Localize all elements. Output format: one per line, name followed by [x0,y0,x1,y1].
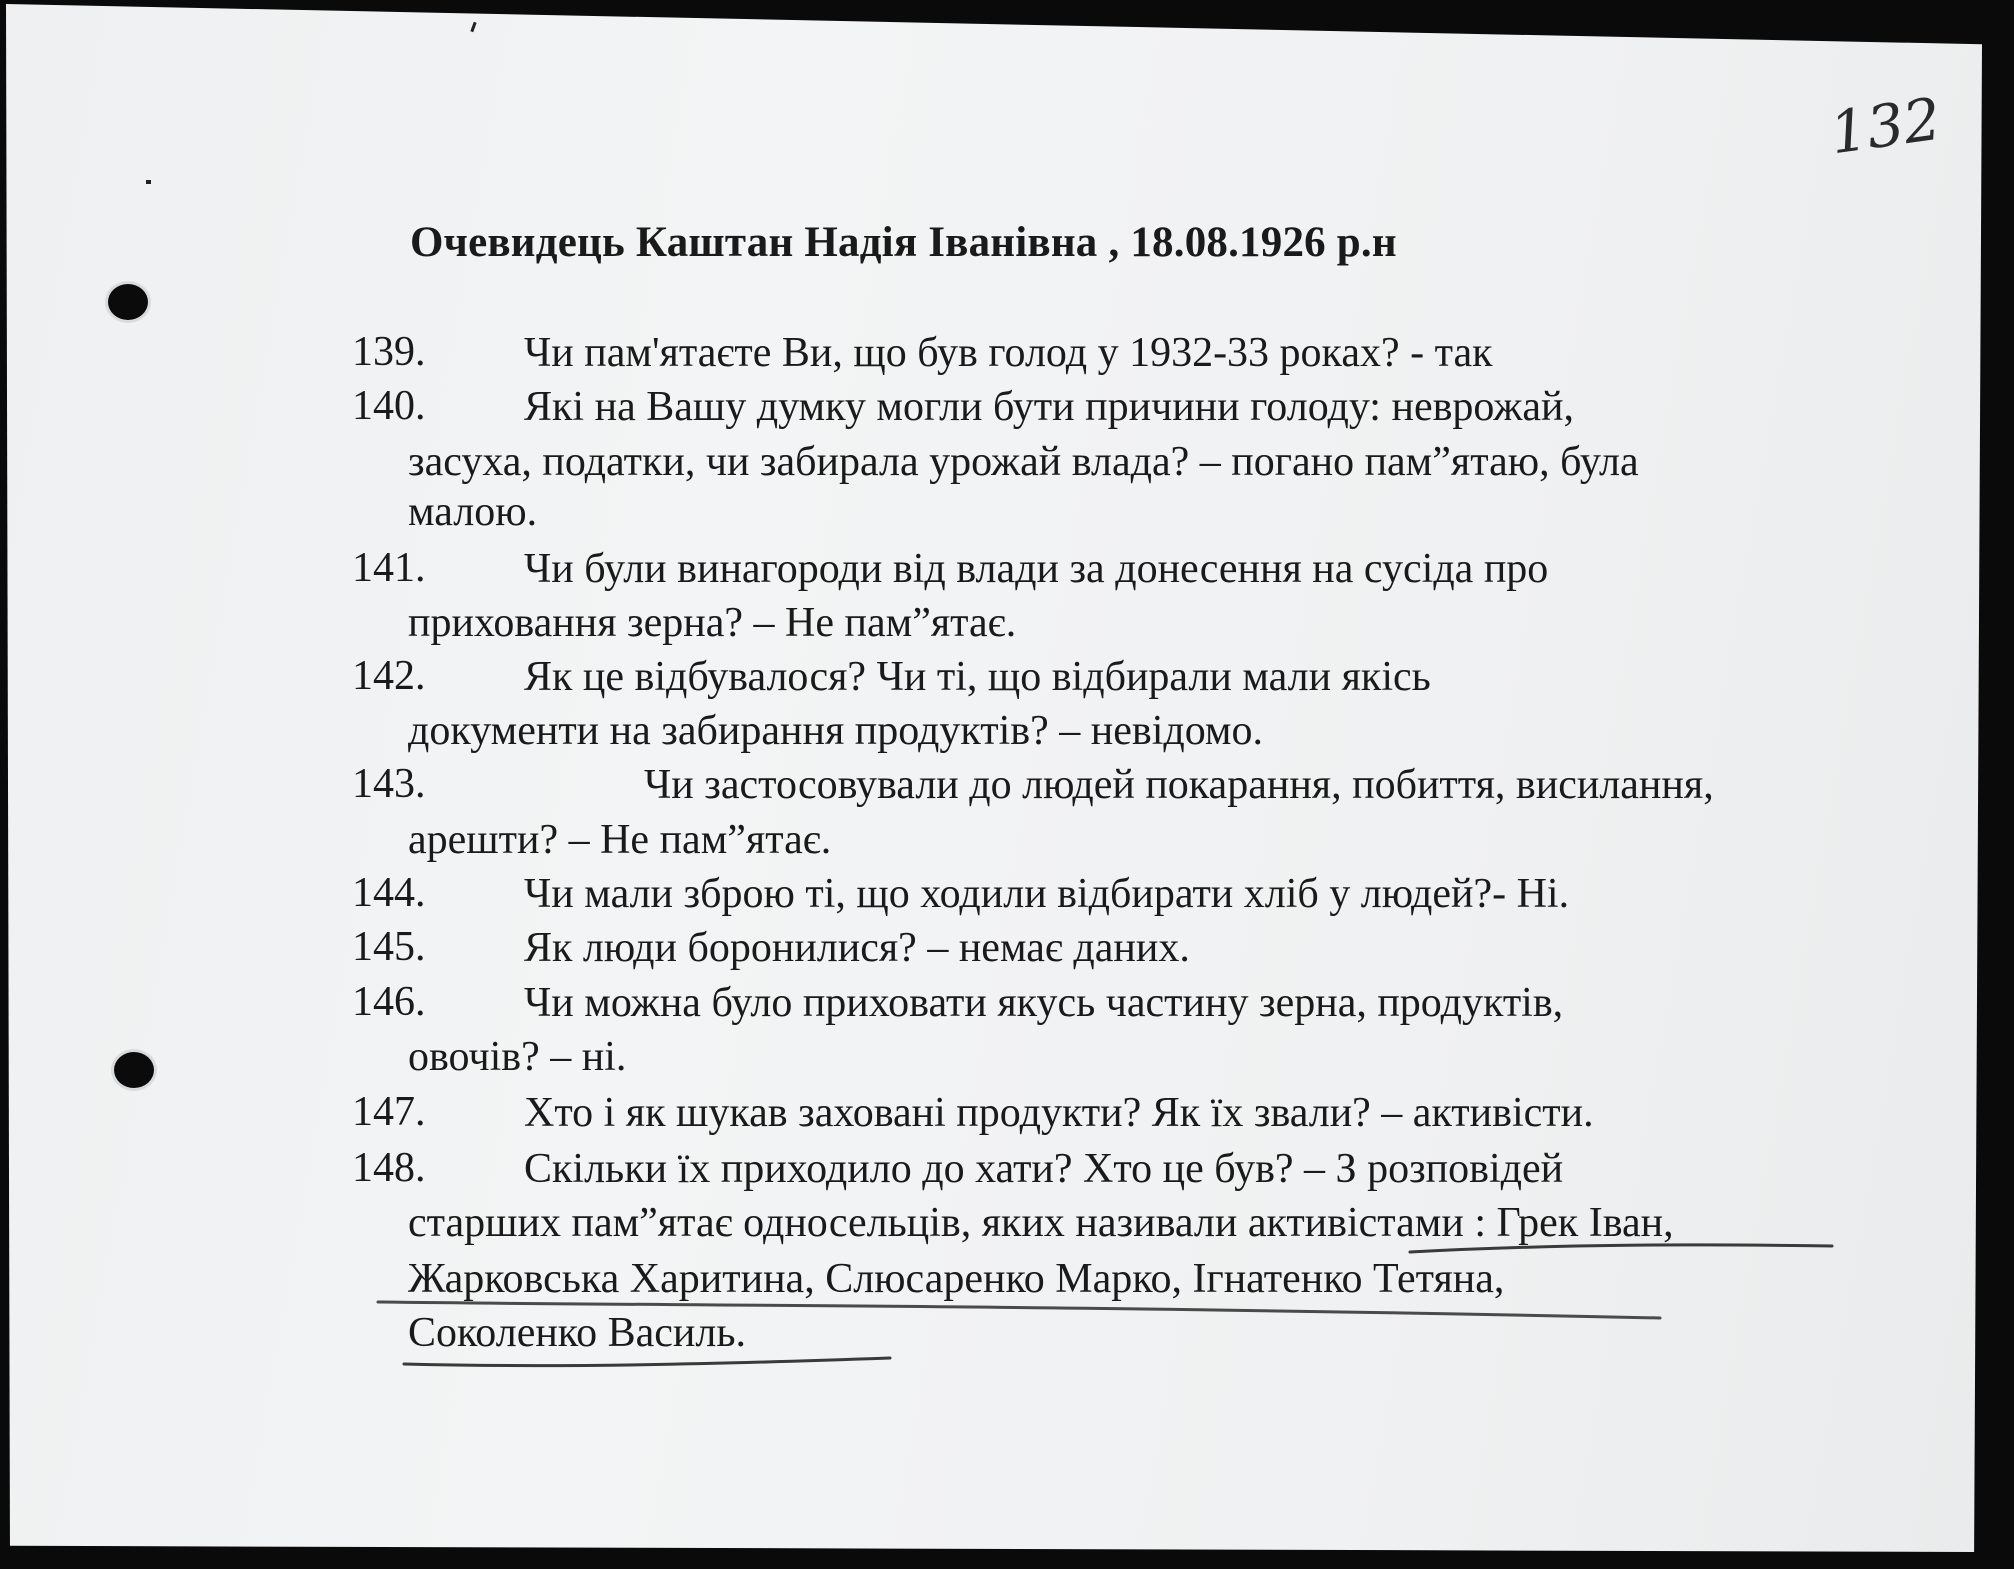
question-number: 142. [352,653,426,699]
question-number: 145. [352,924,426,970]
question-number: 146. [352,979,426,1025]
question-number: 141. [352,545,426,591]
question-text: Чи застосовували до людей покарання, побиття, висилання, [644,762,1714,808]
question-text: документи на забирання продуктів? – невідомо. [408,708,1264,754]
question-number: 139. [352,329,426,375]
question-text: Соколенко Василь. [408,1310,746,1356]
question-text: арешти? – Не пам”ятає. [408,817,832,863]
question-text: старших пам”ятає односельців, яких називали активістами : Грек Іван, [408,1200,1674,1246]
question-text: приховання зерна? – Не пам”ятає. [408,600,1017,646]
question-text: Чи мали зброю ті, що ходили відбирати хліб у людей?- Ні. [524,871,1570,917]
question-text: овочів? – ні. [408,1034,627,1080]
question-number: 144. [352,870,426,916]
question-text: Хто і як шукав заховані продукти? Як їх звали? – активісти. [524,1090,1594,1136]
question-number: 143. [352,761,426,807]
question-text: Чи пам'ятаєте Ви, що був голод у 1932-33 роках? - так [524,330,1493,376]
underline-mark [1410,1245,1832,1252]
question-text: Які на Вашу думку могли бути причини голоду: неврожай, [524,384,1575,430]
document-title: Очевидець Каштан Надія Іванівна , 18.08.1926 р.н [410,219,1397,266]
question-number: 147. [352,1089,426,1135]
question-text: Чи можна було приховати якусь частину зерна, продуктів, [524,980,1564,1026]
question-number: 140. [352,383,426,429]
underline-mark [378,1302,1660,1318]
question-text: засуха, податки, чи забирала урожай влада? – погано пам”ятаю, була [408,439,1639,485]
question-text: Жарковська Харитина, Слюсаренко Марко, Ігнатенко Тетяна, [408,1256,1505,1302]
question-text: малою. [408,489,538,535]
question-text: Скільки їх приходило до хати? Хто це був? – З розповідей [524,1146,1564,1192]
underline-mark [404,1358,890,1366]
question-text: Як це відбувалося? Чи ті, що відбирали мали якісь [524,654,1431,700]
question-text: Як люди боронилися? – немає даних. [524,925,1190,971]
question-text: Чи були винагороди від влади за донесення на сусіда про [524,546,1549,592]
handwritten-page-number: 132 [1825,84,1945,168]
question-number: 148. [352,1145,426,1191]
